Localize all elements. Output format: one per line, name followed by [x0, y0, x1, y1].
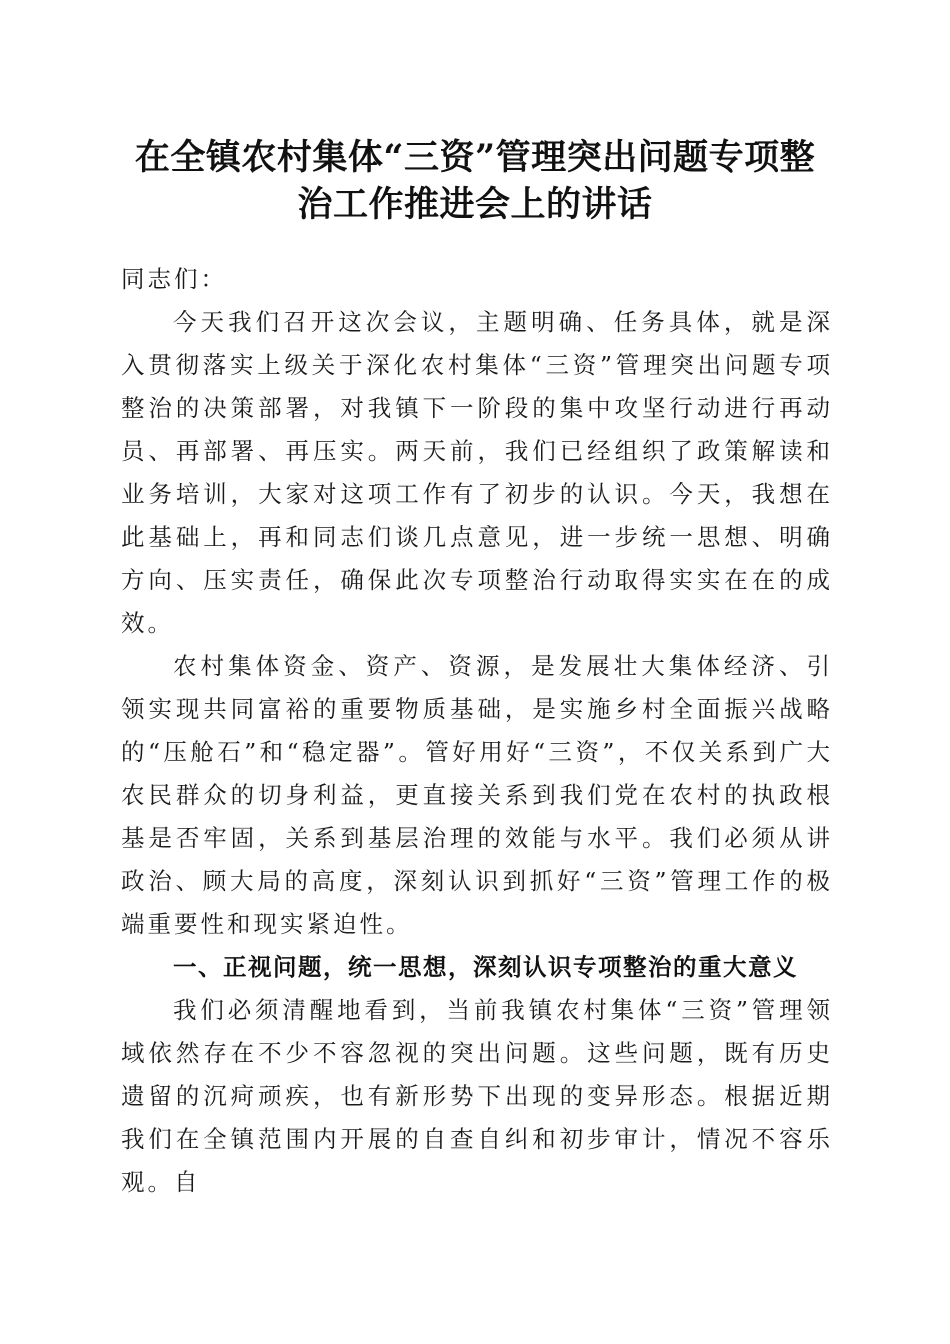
salutation: 同志们： — [121, 265, 227, 293]
document-body — [121, 258, 833, 1204]
document-title — [110, 134, 840, 228]
paragraph-importance: 农村集体资金、资产、资源，是发展壮大集体经济、引领实现共同富裕的重要物质基础，是实施乡村全面振兴战略的“压舱石”和“稳定器”。管好用好“三资”，不仅关系到广大农民群众的切身利益，更直接关系到我们党在农村的执政根基是否牢固，关系到基层治理的效能与水平。我们必须从讲政治、顾大局的高度，深刻认识到抓好“三资”管理工作的极端重要性和现实紧迫性。 — [121, 652, 833, 938]
title-line-1: 在全镇农村集体“三资”管理突出问题专项整 — [134, 137, 816, 178]
section-heading-1: 一、正视问题，统一思想，深刻认识专项整治的重大意义 — [173, 953, 798, 981]
paragraph-opening: 今天我们召开这次会议，主题明确、任务具体，就是深入贯彻落实上级关于深化农村集体“三资”管理突出问题专项整治的决策部署，对我镇下一阶段的集中攻坚行动进行再动员、再部署、再压实。两天前，我们已经组织了政策解读和业务培训，大家对这项工作有了初步的认识。今天，我想在此基础上，再和同志们谈几点意见，进一步统一思想、明确方向、压实责任，确保此次专项整治行动取得实实在在的成效。 — [121, 308, 833, 637]
title-line-2: 治工作推进会上的讲话 — [297, 184, 653, 225]
paragraph-problems: 我们必须清醒地看到，当前我镇农村集体“三资”管理领域依然存在不少不容忽视的突出问题。这些问题，既有历史遗留的沉疴顽疾，也有新形势下出现的变异形态。根据近期我们在全镇范围内开展的自查自纠和初步审计，情况不容乐观。自 — [121, 996, 833, 1196]
